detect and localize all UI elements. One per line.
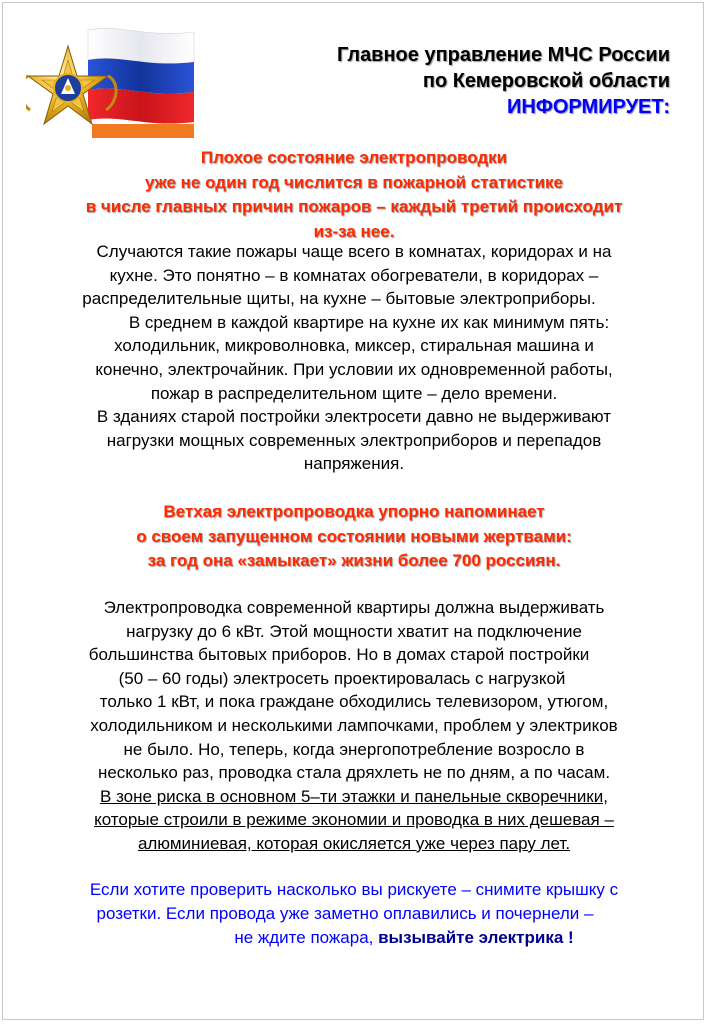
advice-prefix: не ждите пожара, bbox=[234, 928, 379, 947]
warning-heading bbox=[0, 500, 708, 574]
page-header bbox=[337, 42, 670, 120]
intro-heading-line: в числе главных причин пожаров – каждый третий происходит bbox=[85, 197, 623, 216]
header-org-name: Главное управление МЧС России bbox=[337, 44, 670, 66]
paragraph-fire-causes bbox=[0, 240, 708, 476]
warning-heading-line: о своем запущенном состоянии новыми жертвами: bbox=[136, 526, 572, 546]
paragraph-wiring-load bbox=[0, 596, 708, 856]
advice-line-final bbox=[100, 926, 708, 950]
advice-call-electrician: вызывайте электрика ! bbox=[378, 928, 574, 947]
advice-block bbox=[0, 878, 708, 950]
intro-heading-line: из-за нее. bbox=[313, 221, 395, 241]
paragraph-line: холодильником и несколькими лампочками, проблем у электриков bbox=[90, 715, 618, 735]
intro-heading-line: Плохое состояние электропроводки bbox=[200, 148, 508, 167]
paragraph-line: нагрузку до 6 кВт. Этой мощности хватит на подключение bbox=[126, 621, 582, 641]
emercom-emblem-icon bbox=[26, 26, 196, 144]
paragraph-line: нагрузки мощных современных электроприборов и перепадов bbox=[106, 430, 602, 450]
paragraph-line: несколько раз, проводка стала дряхлеть не по дням, а по часам. bbox=[97, 763, 611, 783]
header-region: по Кемеровской области bbox=[422, 70, 670, 92]
paragraph-line: большинства бытовых приборов. Но в домах старой постройки bbox=[88, 645, 590, 665]
paragraph-line-underlined: алюминиевая, которая окисляется уже через пару лет. bbox=[137, 833, 571, 853]
advice-line: Если хотите проверить насколько вы рискуете – снимите крышку с bbox=[89, 880, 619, 899]
paragraph-line: напряжения. bbox=[303, 454, 405, 474]
paragraph-line: распределительные щиты, на кухне – бытовые электроприборы. bbox=[82, 289, 596, 309]
paragraph-line: не было. Но, теперь, когда энергопотребление возросло в bbox=[123, 739, 585, 759]
intro-heading bbox=[0, 146, 708, 244]
paragraph-line-underlined: которые строили в режиме экономии и проводка в них дешевая – bbox=[94, 810, 614, 830]
paragraph-line: Случаются такие пожары чаще всего в комнатах, коридорах и на bbox=[96, 242, 612, 261]
paragraph-line: только 1 кВт, и пока граждане обходились телевизором, утюгом, bbox=[99, 692, 609, 712]
advice-line: розетки. Если провода уже заметно оплавились и почернели – bbox=[96, 904, 594, 923]
warning-heading-line: за год она «замыкает» жизни более 700 россиян. bbox=[147, 551, 561, 570]
header-informs: ИНФОРМИРУЕТ: bbox=[506, 96, 670, 118]
paragraph-line-underlined: В зоне риска в основном 5–ти этажки и панельные скворечники, bbox=[100, 786, 608, 806]
intro-heading-line: уже не один год числится в пожарной статистике bbox=[145, 172, 563, 192]
paragraph-line: холодильник, микроволновка, миксер, стиральная машина и bbox=[114, 336, 594, 356]
paragraph-line: пожар в распределительном щите – дело времени. bbox=[150, 383, 558, 403]
paragraph-line: Электропроводка современной квартиры должна выдерживать bbox=[103, 598, 605, 617]
paragraph-line: кухне. Это понятно – в комнатах обогреватели, в коридорах – bbox=[109, 265, 599, 285]
paragraph-line: (50 – 60 годы) электросеть проектировалась с нагрузкой bbox=[118, 668, 566, 688]
paragraph-line: В среднем в каждой квартире на кухне их как минимум пять: bbox=[128, 312, 610, 332]
paragraph-line: В зданиях старой постройки электросети давно не выдерживают bbox=[96, 407, 612, 427]
paragraph-line: конечно, электрочайник. При условии их одновременной работы, bbox=[95, 359, 613, 379]
warning-heading-line: Ветхая электропроводка упорно напоминает bbox=[163, 502, 545, 521]
